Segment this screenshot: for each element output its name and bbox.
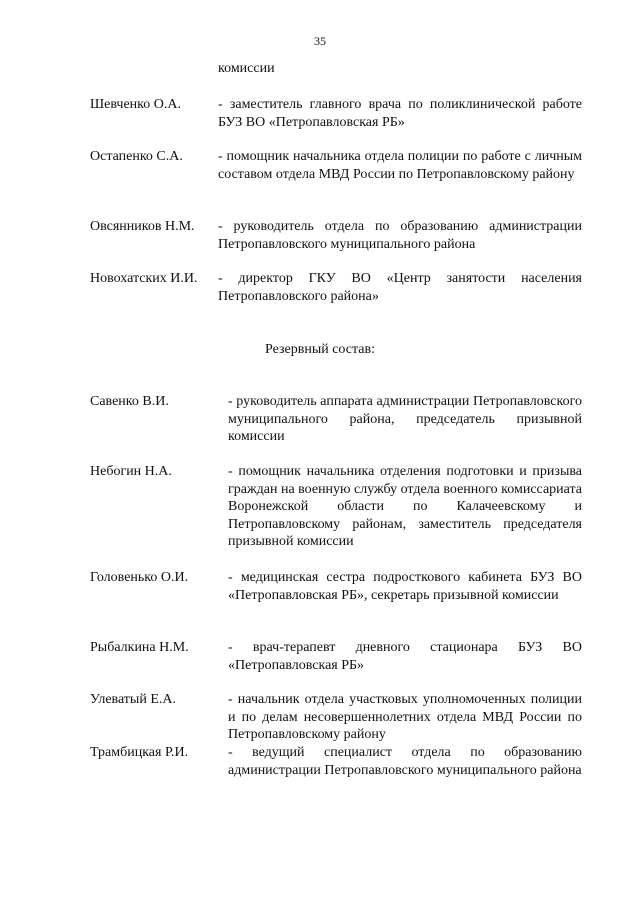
member-name: Небогин Н.А. bbox=[90, 464, 172, 479]
member-name: Остапенко С.А. bbox=[90, 149, 183, 164]
member-name: Головенько О.И. bbox=[90, 570, 189, 585]
member-role: - начальник отдела участковых уполномоченных полиции и по делам несовершеннолетних отдела МВД России по Петропавловскому району bbox=[228, 692, 582, 742]
member-role: - медицинская сестра подросткового кабинета БУЗ ВО «Петропавловская РБ», секретарь призывной комиссии bbox=[228, 570, 582, 603]
member-name: Овсянников Н.М. bbox=[90, 219, 195, 234]
member-name: Шевченко О.А. bbox=[90, 97, 181, 112]
member-role: - директор ГКУ ВО «Центр занятости населения Петропавловского района» bbox=[218, 271, 582, 304]
member-name: Новохатских И.И. bbox=[90, 271, 198, 286]
member-role: - помощник начальника отделения подготовки и призыва граждан на военную службу отдела военного комиссариата Воронежской области по Калачеевскому и Петропавловскому районам, заместитель председателя призывной комиссии bbox=[228, 464, 582, 549]
member-role: - руководитель аппарата администрации Петропавловского муниципального района, председатель призывной комиссии bbox=[228, 394, 582, 444]
member-name: Трамбицкая Р.И. bbox=[90, 745, 189, 760]
member-name: Улеватый Е.А. bbox=[90, 692, 176, 707]
member-role: - помощник начальника отдела полиции по работе с личным составом отдела МВД России по Петропавловскому району bbox=[218, 149, 582, 182]
member-role: - врач-терапевт дневного стационара БУЗ ВО «Петропавловская РБ» bbox=[228, 640, 582, 673]
member-role: - заместитель главного врача по поликлинической работе БУЗ ВО «Петропавловская РБ» bbox=[218, 97, 582, 130]
page-number: 35 bbox=[314, 34, 326, 48]
member-name: Савенко В.И. bbox=[90, 394, 169, 409]
member-role: - ведущий специалист отдела по образованию администрации Петропавловского муниципального района bbox=[228, 745, 582, 778]
member-role: - руководитель отдела по образованию администрации Петропавловского муниципального района bbox=[218, 219, 582, 252]
reserve-section-title: Резервный состав: bbox=[264, 342, 375, 357]
member-name: Рыбалкина Н.М. bbox=[90, 640, 189, 655]
continuation-text: комиссии bbox=[218, 61, 275, 76]
